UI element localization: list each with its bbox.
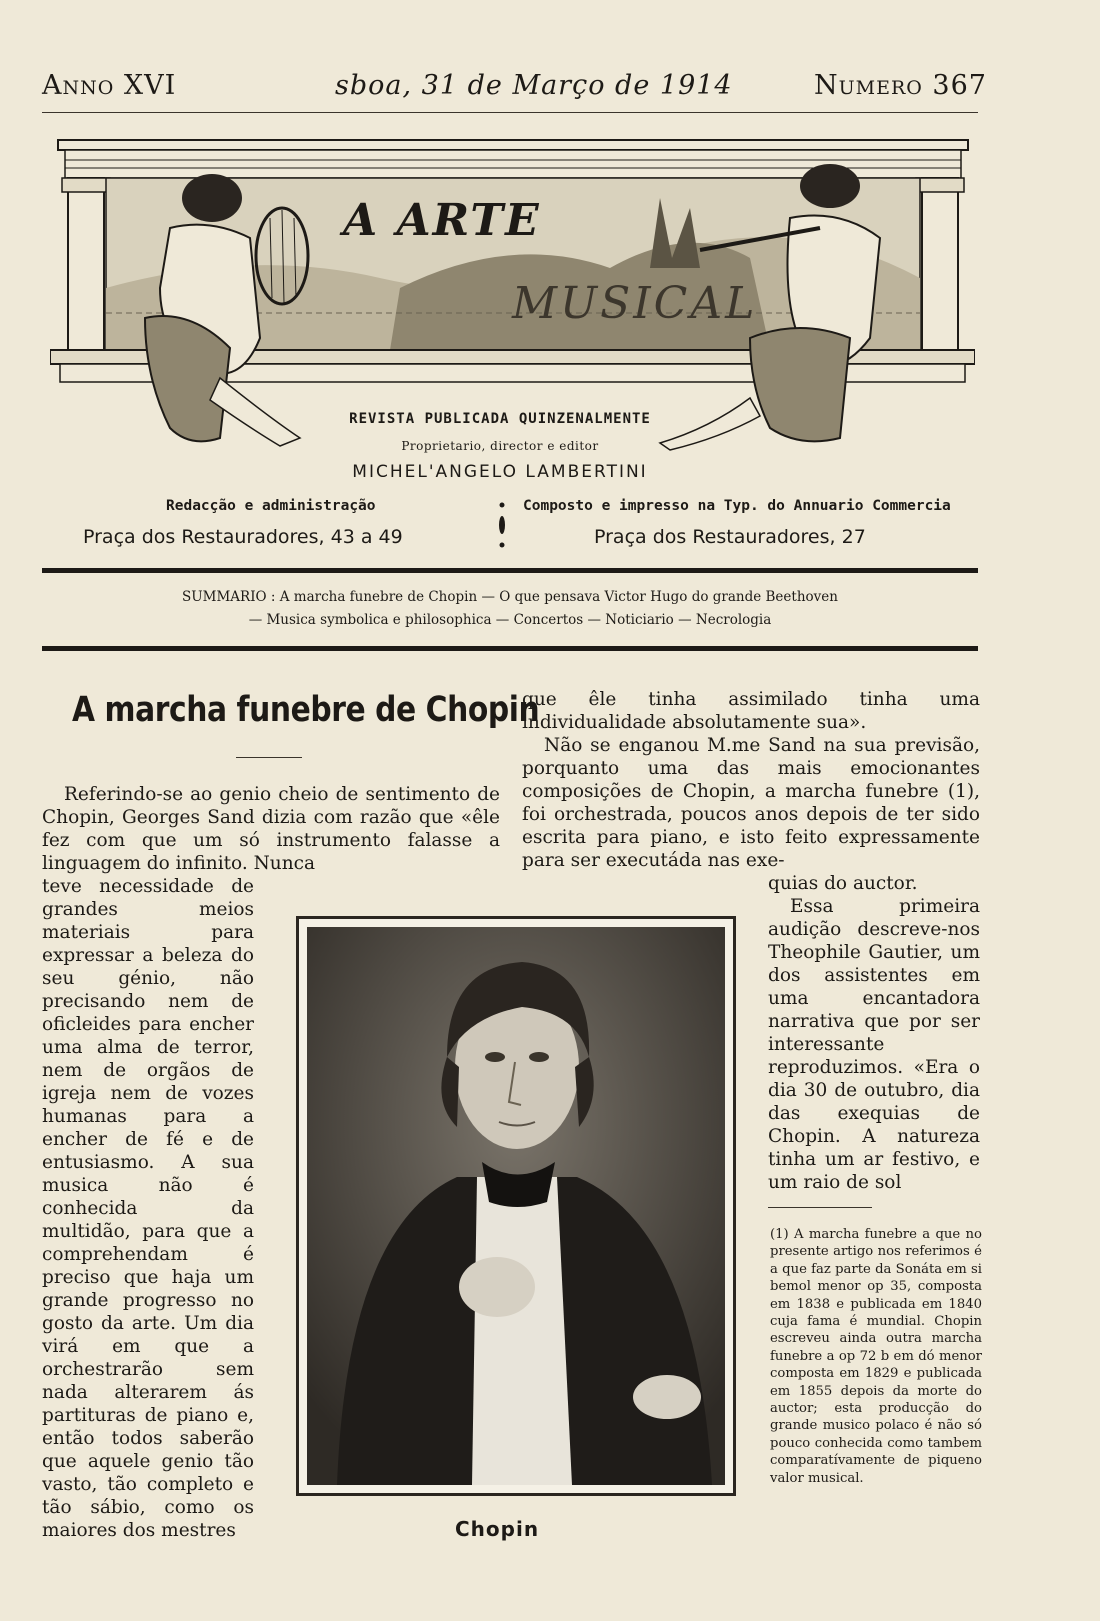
summary-line-2: — Musica symbolica e philosophica — Concertos — Noticiario — Necrologia [248,612,772,628]
portrait-caption: Chopin [455,1517,540,1541]
right-narrow-paragraph: Essa primeira audição descreve-nos Theophile Gautier, um dos assistentes em uma encantadora narrativa que por ser interessante reproduzimos. «Era o dia 30 de outubro, dia das exequias de Chopin. A natureza tinha um ar festivo, e um raio de sol [768,896,980,1193]
redaction-label: Redacção e administração [166,498,376,514]
chopin-portrait [307,927,725,1485]
footnote: (1) A marcha funebre a que no presente artigo nos referimos é a que faz parte da Sonáta em si bemol menor op 35, composta em 1838 e publicada em 1840 cuja fama é mundial. Chopin escreveu ainda outra marcha funebre a op 72 b em dó menor composta em 1829 e publicada em 1855 depois da morte do auctor; esta producção do grande musico polaco é não só pouco conhecida como tambem comparatívamente de piqueno valor musical. [770,1227,982,1486]
publication-subtitle: REVISTA PUBLICADA QUINZENALMENTE [349,411,651,427]
right-top-paragraph-1: que êle tinha assimilado tinha uma individualidade absolutamente sua». [522,689,980,733]
article-title: A marcha funebre de Chopin [72,690,540,730]
issue-number: Numero 367 [814,70,987,101]
redaction-address: Praça dos Restauradores, 43 a 49 [83,526,403,548]
address-divider [499,501,505,549]
right-top-paragraph-2: Não se enganou M.me Sand na sua previsão, porquanto uma das mais emocionantes composições de Chopin, a marcha funebre (1), foi orchestrada, poucos anos depois de ter sido escrita para piano, e isto feito expressamente para ser executáda nas exe- [522,735,980,871]
printer-address: Praça dos Restauradores, 27 [594,526,866,548]
volume-label: Anno XVI [42,70,177,101]
summary-line-1: SUMMARIO : A marcha funebre de Chopin — O que pensava Victor Hugo do grande Beethoven [182,589,838,605]
footnote-rule [768,1207,872,1208]
left-intro-paragraph: Referindo-se ao genio cheio de sentimento de Chopin, Georges Sand dizia com razão que «êle fez com que um só instrumento falasse a linguagem do infinito. Nunca [42,784,500,874]
owner-name: MICHEL'ANGELO LAMBERTINI [352,462,648,482]
printer-label: Composto e impresso na Typ. do Annuario Commercia [523,498,951,514]
owner-label: Proprietario, director e editor [401,439,599,453]
issue-date: sboa, 31 de Março de 1914 [335,70,733,101]
summary-top-rule [42,568,978,573]
right-narrow-start: quias do auctor. [768,873,918,894]
title-rule [236,757,302,758]
summary-bottom-rule [42,646,978,651]
masthead-title: A ARTE [343,195,541,246]
masthead-title-2: MUSICAL [512,278,758,329]
header-rule [42,112,978,113]
left-narrow-paragraph: teve necessidade de grandes meios materiais para expressar a beleza do seu génio, não precisando nem de oficleides para encher uma alma de terror, nem de orgãos de igreja nem de vozes humanas para a encher de fé e de entusiasmo. A sua musica não é conhecida da multidão, para que a comprehendam é preciso que haja um grande progresso no gosto da arte. Um dia virá em que a orchestrarão sem nada alterarem ás partituras de piano e, então todos saberão que aquele genio tão vasto, tão completo e tão sábio, como os maiores dos mestres [42,876,254,1541]
portrait-frame [296,916,736,1496]
